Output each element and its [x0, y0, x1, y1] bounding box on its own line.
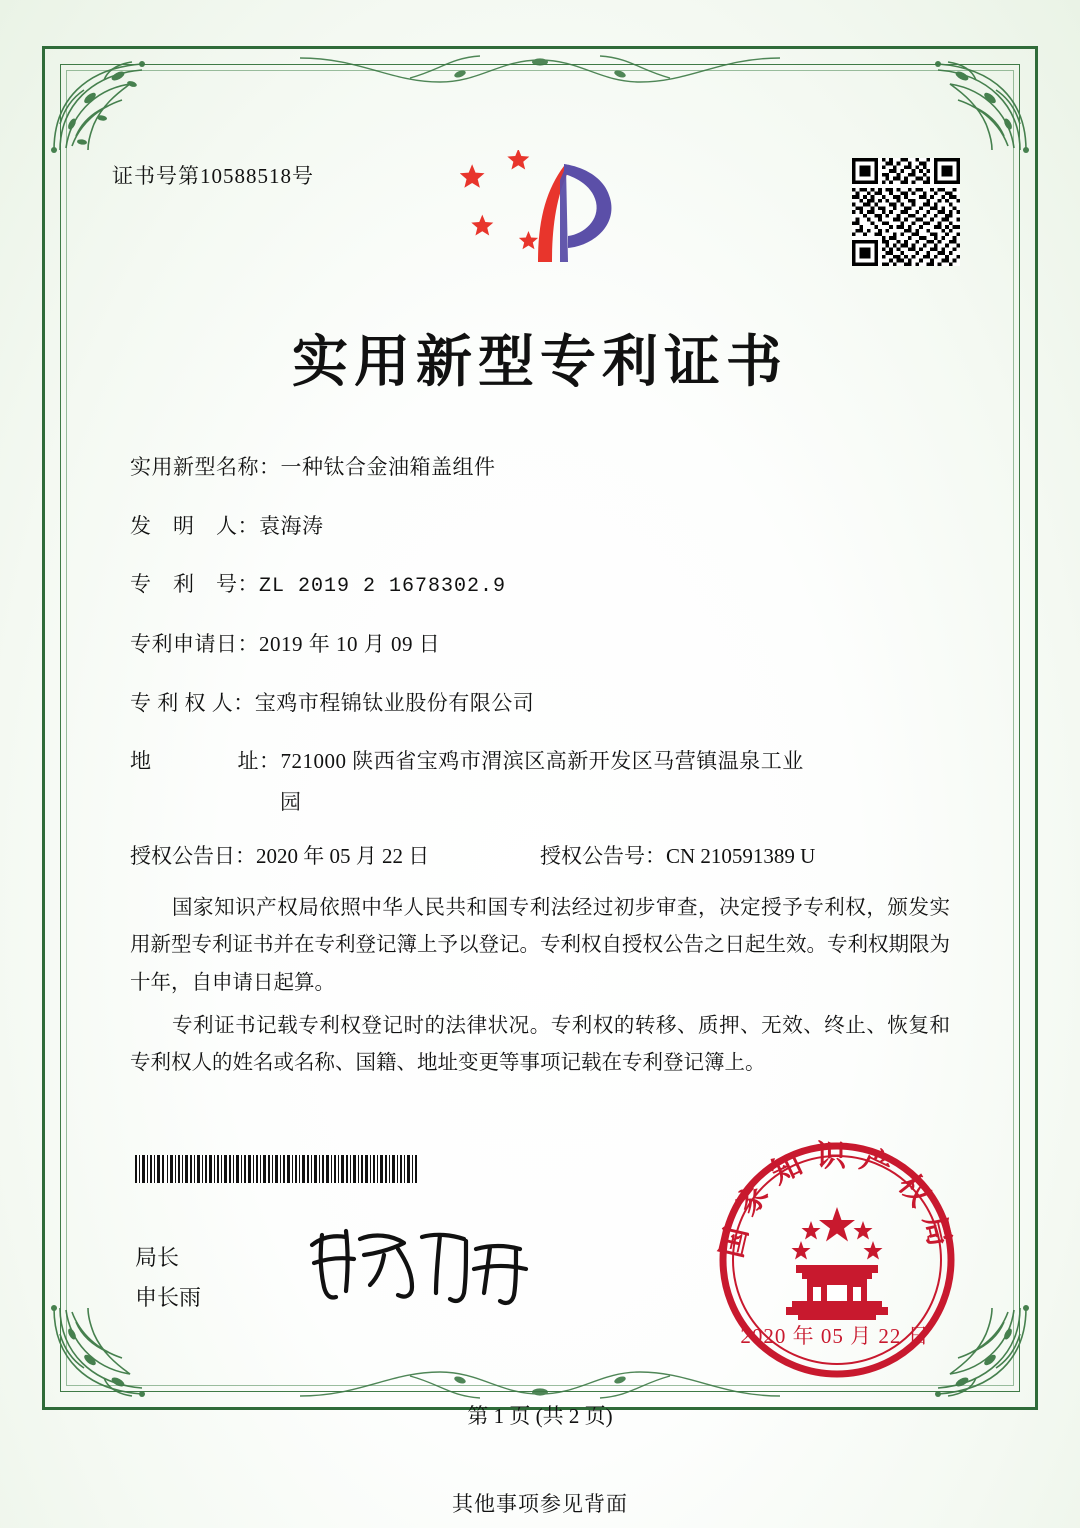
field-patentee: [130, 688, 950, 720]
legal-text: [130, 890, 950, 1088]
field-value: CN 210591389 U: [666, 843, 816, 868]
field-label: 地 址：: [130, 749, 281, 773]
svg-text:国家知识产权局: 国家知识产权局: [714, 1139, 960, 1262]
signer-title: 局长: [135, 1245, 180, 1270]
seal-date: 2020 年 05 月 22 日: [740, 1324, 930, 1348]
barcode: [135, 1155, 420, 1183]
publication-date: [130, 840, 540, 870]
field-label: 发 明 人：: [130, 513, 259, 538]
field-list: [130, 452, 950, 874]
footer-note: 其他事项参见背面: [452, 1492, 628, 1516]
field-value: 721000 陕西省宝鸡市渭滨区高新开发区马营镇温泉工业: [280, 749, 804, 773]
qr-code-icon: [852, 158, 960, 266]
field-label: 实用新型名称：: [130, 455, 281, 479]
edge-ornament-icon: [300, 48, 780, 94]
page-number: 第 1 页 (共 2 页): [467, 1404, 613, 1428]
field-patent-number: [130, 569, 950, 602]
field-label: 专 利 权 人：: [130, 690, 255, 715]
paragraph-1: 国家知识产权局依照中华人民共和国专利法经过初步审查，决定授予专利权，颁发实用新型专利证书并在专利登记簿上予以登记。专利权自授权公告之日起生效。专利权期限为十年，自申请日起算。: [130, 897, 950, 994]
field-label: 专利申请日：: [130, 632, 259, 656]
cnipa-star-p-logo-icon: [460, 150, 630, 285]
signer-name: 申长雨: [135, 1284, 202, 1310]
field-application-date: [130, 629, 950, 661]
field-value: 宝鸡市程锦钛业股份有限公司: [254, 690, 535, 715]
field-value: 一种钛合金油箱盖组件: [280, 455, 496, 479]
field-address-line2: 园: [280, 789, 301, 814]
publication-number: [540, 840, 950, 870]
field-value: ZL 2019 2 1678302.9: [259, 575, 507, 598]
field-address: [130, 746, 950, 778]
field-value: 2020 年 05 月 22 日: [256, 843, 430, 868]
corner-ornament-icon: [914, 50, 1034, 160]
signature-block: [135, 1238, 201, 1317]
field-utility-model-name: [130, 452, 950, 484]
field-value: 袁海涛: [259, 513, 324, 538]
field-inventor: [130, 511, 950, 543]
certificate-number: 证书号第10588518号: [112, 164, 314, 188]
paragraph-2: 专利证书记载专利权登记时的法律状况。专利权的转移、质押、无效、终止、恢复和专利权人的姓名或名称、国籍、地址变更等事项记载在专利登记簿上。: [130, 1014, 950, 1075]
field-label: 授权公告号：: [540, 843, 666, 868]
field-publication: [130, 840, 950, 870]
field-value: 2019 年 10 月 09 日: [259, 632, 441, 656]
field-label: 专 利 号：: [130, 572, 259, 596]
handwritten-signature-icon: [300, 1215, 550, 1310]
page-title: 实用新型专利证书: [292, 329, 788, 395]
corner-ornament-icon: [46, 50, 166, 160]
field-label: 授权公告日：: [130, 843, 256, 868]
